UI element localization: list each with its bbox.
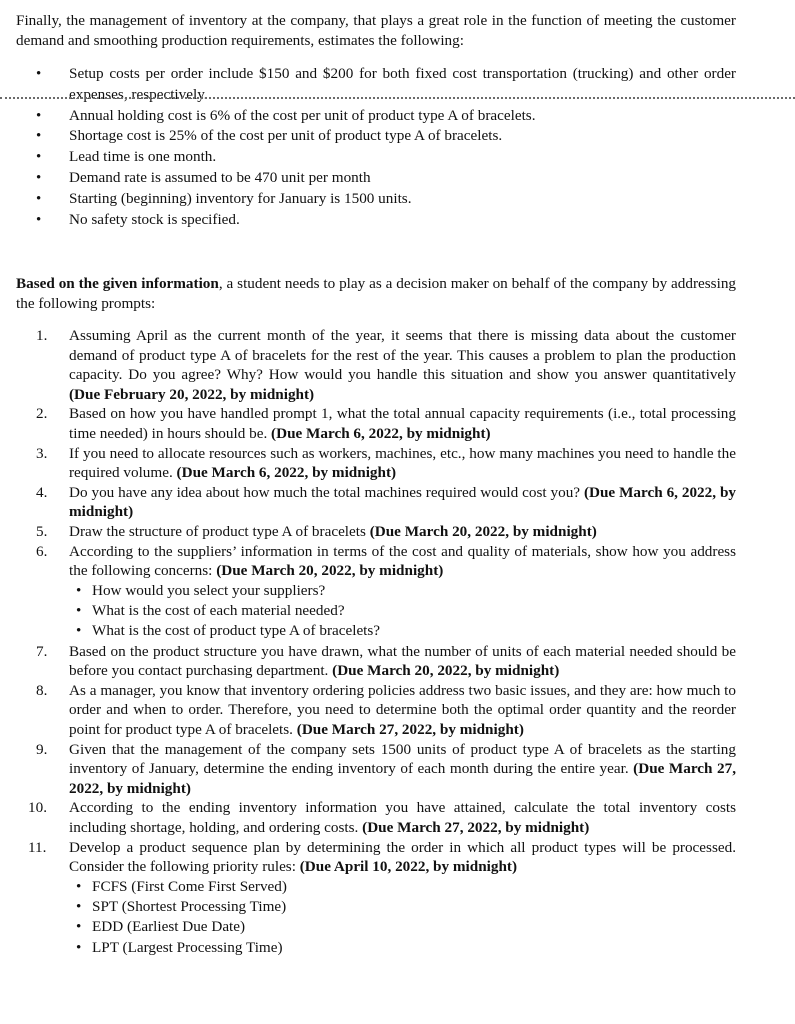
prompt-due: (Due April 10, 2022, by midnight) bbox=[299, 858, 518, 876]
intro-paragraph: Finally, the management of inventory at the company, that plays a great role in the function of meeting the customer demand and smoothing production requirements, estimates the following: bbox=[16, 12, 736, 49]
sub-item: • FCFS (First Come First Served) bbox=[69, 877, 736, 897]
prompt-item-10 bbox=[28, 798, 736, 837]
prompt-number: 10. bbox=[28, 799, 47, 817]
prompt-text: Draw the structure of product type A of bracelets bbox=[69, 522, 370, 540]
assumption-item: • Demand rate is assumed to be 470 unit per month bbox=[36, 168, 736, 189]
dotted-selection-line bbox=[0, 97, 795, 99]
prompt-text: Do you have any idea about how much the total machines required would cost you? bbox=[69, 483, 584, 501]
prompt-item-6 bbox=[36, 542, 736, 642]
prompt-item-3 bbox=[36, 444, 736, 483]
prompt-sublist bbox=[69, 581, 736, 642]
prompt-item-11 bbox=[28, 838, 736, 958]
assumption-item: • Starting (beginning) inventory for January is 1500 units. bbox=[36, 189, 736, 210]
prompt-due: (Due March 20, 2022, by midnight) bbox=[216, 562, 444, 580]
prompt-due: (Due March 27, 2022, by midnight) bbox=[69, 760, 736, 797]
prompt-item-1 bbox=[36, 326, 736, 404]
assumption-item: • Setup costs per order include $150 and $200 for both fixed cost transportation (trucking) and other order expenses, respectively. bbox=[36, 64, 736, 106]
prompt-number: 7. bbox=[36, 642, 48, 660]
assumption-item: • Shortage cost is 25% of the cost per unit of product type A of bracelets. bbox=[36, 126, 736, 147]
prompt-text: According to the ending inventory information you have attained, calculate the total inventory costs including shortage, holding, and ordering costs. bbox=[69, 799, 736, 836]
prompt-due: (Due March 6, 2022, by midnight) bbox=[69, 483, 736, 521]
prompt-due: (Due March 6, 2022, by midnight) bbox=[176, 464, 397, 482]
prompt-item-4 bbox=[36, 483, 736, 522]
prompt-item-8 bbox=[36, 681, 736, 740]
prompt-sublist bbox=[69, 877, 736, 958]
prompt-due: (Due March 6, 2022, by midnight) bbox=[271, 424, 491, 442]
prompt-due: (Due March 27, 2022, by midnight) bbox=[362, 818, 590, 836]
prompt-list bbox=[28, 326, 736, 958]
sub-item: • LPT (Largest Processing Time) bbox=[69, 938, 736, 958]
prompt-text: Assuming April as the current month of the year, it seems that there is missing data about the customer demand of product type A of bracelets for the rest of the year. This causes a problem to plan the production capacity. Do you agree? Why? How would you handle this situation and show you answer quantitatively bbox=[69, 327, 736, 384]
prompt-number: 3. bbox=[36, 444, 48, 462]
sub-item: • What is the cost of product type A of bracelets? bbox=[69, 621, 736, 641]
assumption-item: • No safety stock is specified. bbox=[36, 210, 736, 231]
prompts-intro-rest: , a student needs to play as a decision maker on behalf of the company by addressing the following prompts: bbox=[16, 275, 737, 312]
prompt-text: According to the suppliers’ information in terms of the cost and quality of materials, show how you address the following concerns: bbox=[69, 542, 736, 580]
prompt-number: 5. bbox=[36, 522, 48, 540]
prompt-item-5 bbox=[36, 522, 736, 542]
prompt-item-7 bbox=[36, 642, 736, 681]
sub-item: • How would you select your suppliers? bbox=[69, 581, 736, 601]
assumption-item: • Lead time is one month. bbox=[36, 147, 736, 168]
prompt-number: 2. bbox=[36, 405, 48, 423]
prompt-due: (Due March 20, 2022, by midnight) bbox=[332, 662, 560, 680]
prompt-text: Given that the management of the company sets 1500 units of product type A of bracelets as the starting inventory of January, determine the ending inventory of each month during the entire year. bbox=[69, 740, 736, 778]
prompt-number: 4. bbox=[36, 483, 48, 501]
prompt-number: 6. bbox=[36, 542, 48, 560]
prompt-due: (Due February 20, 2022, by midnight) bbox=[69, 385, 315, 403]
prompt-due: (Due March 27, 2022, by midnight) bbox=[296, 720, 524, 738]
prompt-number: 8. bbox=[36, 681, 48, 699]
prompts-intro-paragraph bbox=[16, 274, 736, 313]
prompt-text: Develop a product sequence plan by determining the order in which all product types will be processed. Consider the following priority rules: bbox=[69, 838, 736, 876]
prompt-text: If you need to allocate resources such as workers, machines, etc., how many machines you need to handle the required volume. bbox=[69, 444, 736, 482]
prompt-number: 9. bbox=[36, 740, 48, 758]
prompt-due: (Due March 20, 2022, by midnight) bbox=[369, 522, 597, 540]
prompt-text: As a manager, you know that inventory ordering policies address two basic issues, and they are: how much to order and when to order. Therefore, you need to determine both the optimal order quantity and the reorder point for product type A of bracelets. bbox=[69, 681, 736, 738]
prompt-number: 1. bbox=[36, 327, 48, 344]
sub-item: • SPT (Shortest Processing Time) bbox=[69, 897, 736, 917]
prompt-text: Based on how you have handled prompt 1, what the total annual capacity requirements (i.e., total processing time needed) in hours should be. bbox=[69, 405, 736, 442]
prompt-item-9 bbox=[36, 740, 736, 799]
assumption-list bbox=[36, 64, 736, 230]
prompt-item-2 bbox=[36, 404, 736, 443]
prompts-intro-bold: Based on the given information bbox=[16, 275, 219, 292]
assumption-item: • Annual holding cost is 6% of the cost per unit of product type A of bracelets. bbox=[36, 106, 736, 127]
sub-item: • EDD (Earliest Due Date) bbox=[69, 917, 736, 937]
sub-item: • What is the cost of each material needed? bbox=[69, 601, 736, 621]
prompt-number: 11. bbox=[28, 838, 47, 856]
prompt-text: Based on the product structure you have drawn, what the number of units of each material needed should be before you contact purchasing department. bbox=[69, 642, 736, 680]
